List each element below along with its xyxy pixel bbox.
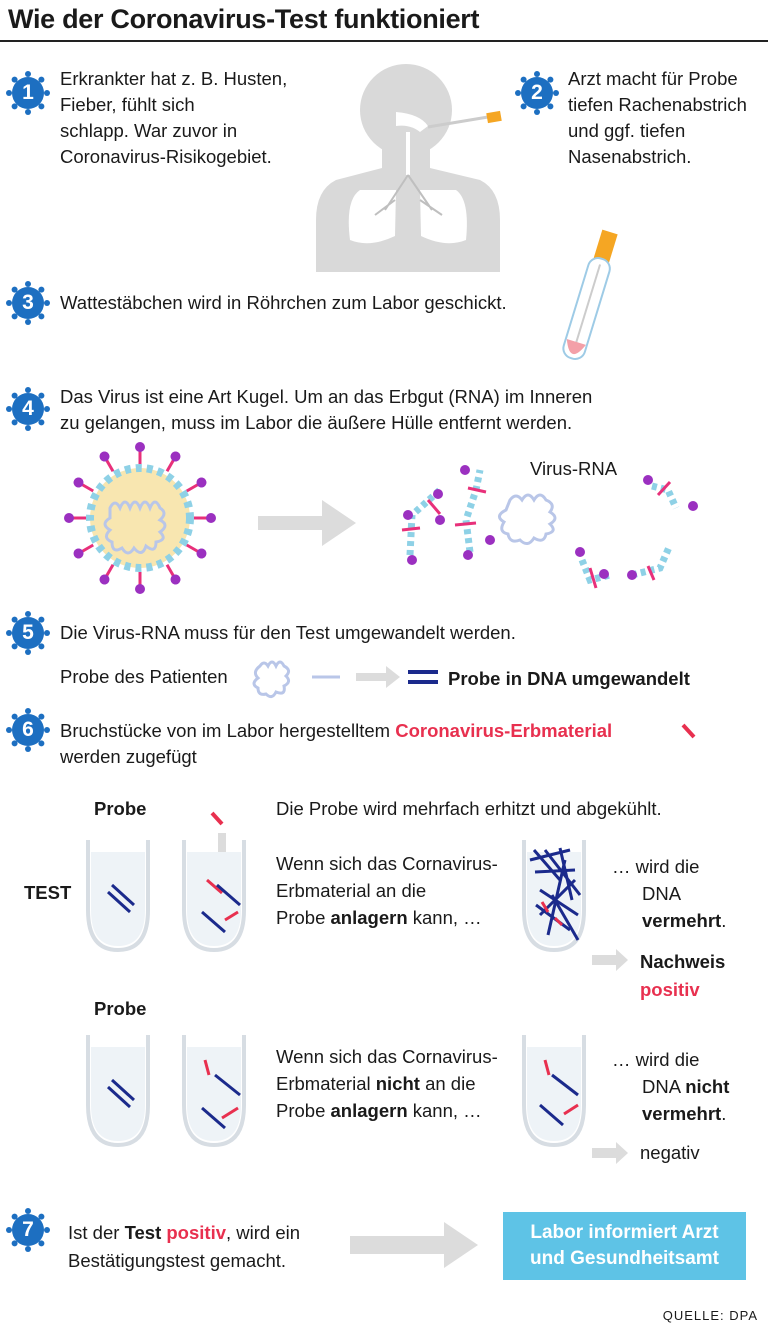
tube-neg-a [88,1035,148,1145]
dna-converted-label: Probe in DNA umgewandelt [448,668,690,689]
step-7-number: 7 [22,1218,34,1241]
result-negative: negativ [640,1142,700,1163]
result-neg-arrow-icon [592,1142,628,1164]
step-2-number: 2 [531,81,543,104]
pos-result-text: … wird die DNA vermehrt. [612,856,727,931]
step-5-number: 5 [22,621,34,644]
step-7-text: Ist der Test positiv, wird ein Bestätigungstest gemacht. [68,1222,301,1271]
virus-fragments-icon [402,465,698,588]
step-1-text: Erkrankter hat z. B. Husten, Fieber, fühlt sich schlapp. War zuvor in Coronavirus-Risikogebiet. [60,68,288,167]
heat-text: Die Probe wird mehrfach erhitzt und abgekühlt. [276,798,662,819]
sample-tube-icon [561,229,621,362]
virus-particle-icon [64,442,216,594]
result-positive: Nachweis positiv [640,951,726,1000]
tube-pos-b [184,840,244,950]
tube-neg-b [184,1035,244,1145]
step-2-text: Arzt macht für Probe tiefen Rachenabstrich und ggf. tiefen Nasenabstrich. [568,68,747,167]
step-6-text: Bruchstücke von im Labor hergestelltem Coronavirus-Erbmaterial werden zugefügt [60,720,613,767]
convert-arrow-icon [356,666,400,688]
erbmaterial-highlight: Coronavirus-Erbmaterial [395,720,613,741]
probe-label-1: Probe [94,798,147,819]
step-4-text: Das Virus ist eine Art Kugel. Um an das Erbgut (RNA) im Inneren zu gelangen, muss im Labor die äußere Hülle entfernt werden. [60,386,593,433]
source-credit: QUELLE: DPA [662,1308,758,1323]
pos-condition-text: Wenn sich das Cornavirus- Erbmaterial an die Probe anlagern kann, … [276,853,498,928]
dna-double-line-icon [408,672,438,682]
neg-result-text: … wird die DNA nicht vermehrt. [612,1049,730,1124]
rna-squiggle-icon [254,662,289,697]
tube-amplified [524,840,584,950]
neg-condition-text: Wenn sich das Cornavirus- Erbmaterial nicht an die Probe anlagern kann, … [276,1046,498,1121]
labor-info-box: Labor informiert Arzt und Gesundheitsamt [503,1212,746,1280]
page-title: Wie der Coronavirus-Test funktioniert [8,4,480,34]
process-arrow-icon [258,500,356,546]
tube-pos-a [88,840,148,950]
step-7-arrow-icon [350,1222,478,1268]
step-3-text: Wattestäbchen wird in Röhrchen zum Labor geschickt. [60,292,507,313]
probe-patient-label: Probe des Patienten [60,666,228,687]
step-5-text: Die Virus-RNA muss für den Test umgewandelt werden. [60,622,516,643]
step-1-number: 1 [22,81,34,104]
fragment-pos-top [212,813,222,824]
tube-not-amplified [524,1035,584,1145]
step-6-number: 6 [22,718,34,741]
probe-label-2: Probe [94,998,147,1019]
human-silhouette-icon [316,64,500,272]
step-3-number: 3 [22,291,34,314]
erbmaterial-fragment-icon [683,725,694,737]
virus-rna-label: Virus-RNA [530,458,618,479]
result-pos-arrow-icon [592,949,628,971]
test-label: TEST [24,882,72,903]
step-4-number: 4 [22,397,34,420]
